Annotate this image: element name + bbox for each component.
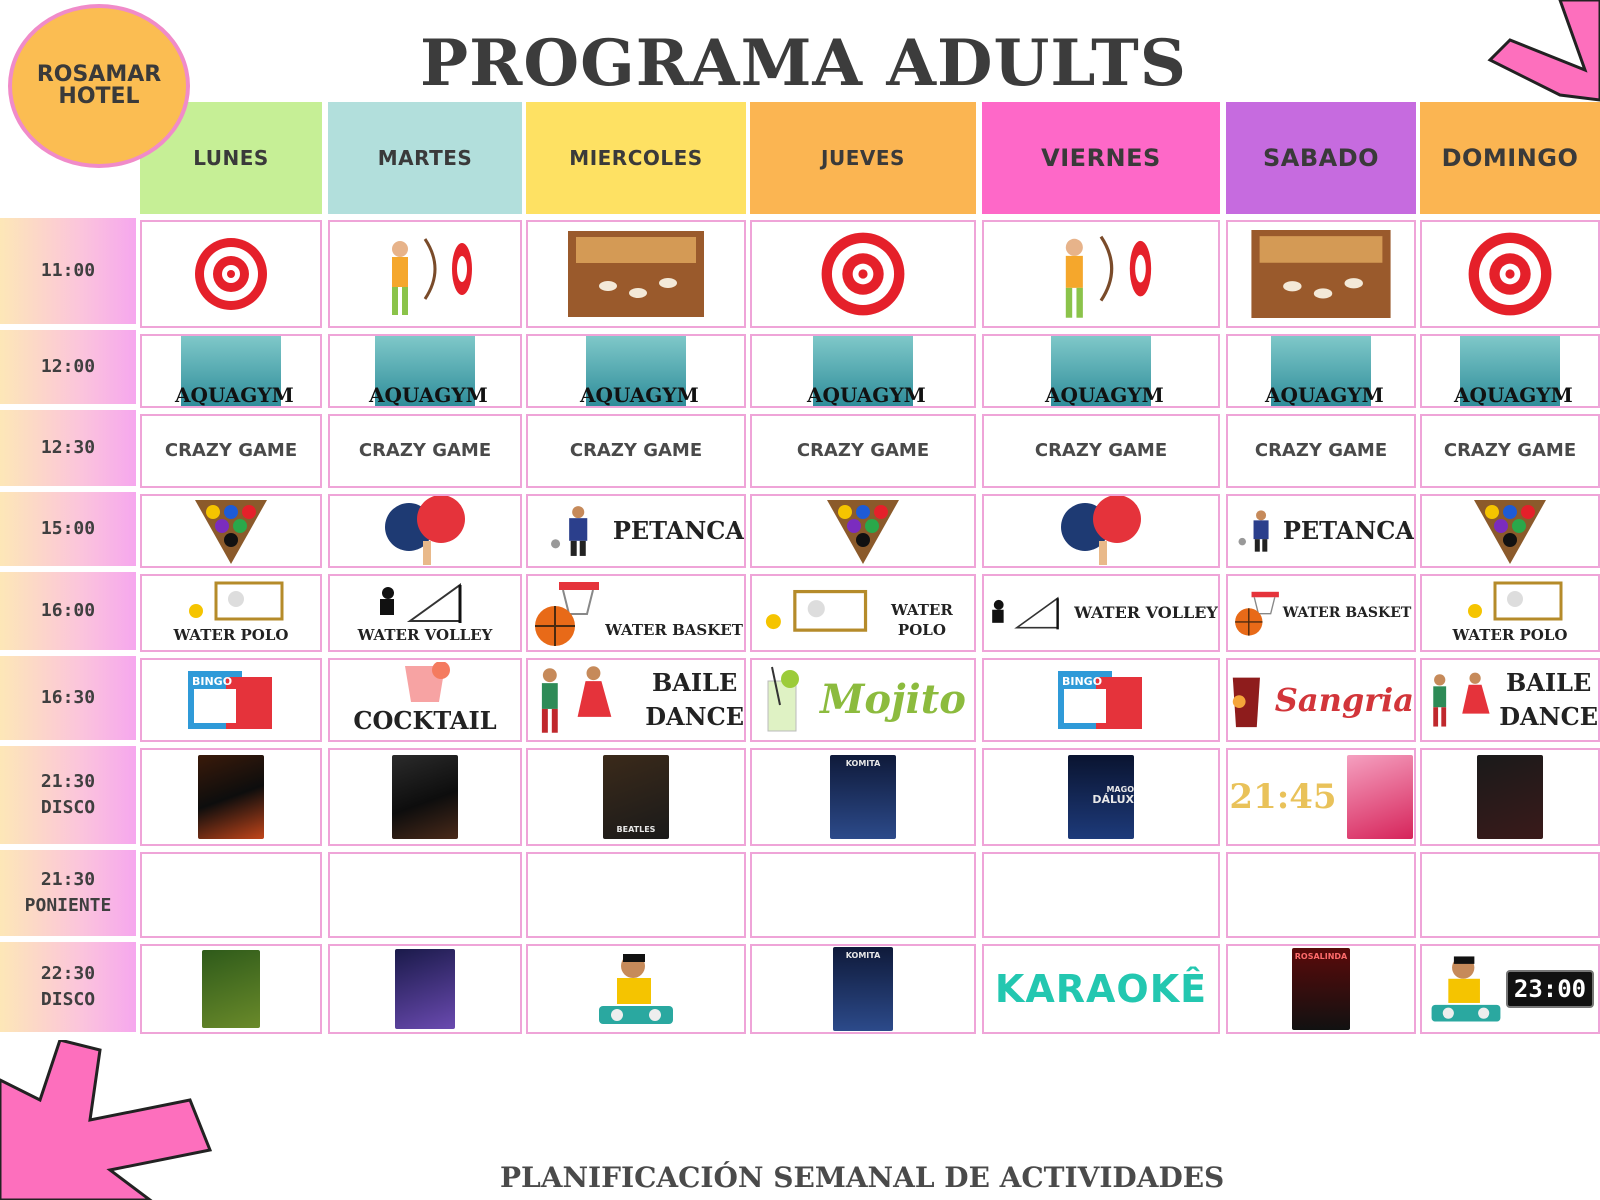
venue-label: DISCO bbox=[40, 797, 96, 818]
cell-lunes-1630 bbox=[140, 658, 322, 742]
activity-label: COCKTAIL bbox=[353, 706, 497, 735]
decorative-star-top-right bbox=[1450, 0, 1600, 110]
cell-sabado-1200 bbox=[1226, 334, 1416, 408]
ping-pong-icon bbox=[377, 495, 473, 567]
cell-viernes-2130-disco bbox=[982, 748, 1220, 846]
cell-miercoles-1600 bbox=[526, 574, 746, 652]
baile-label: BAILE bbox=[1505, 668, 1592, 697]
petanque-player-icon bbox=[1236, 496, 1275, 566]
decorative-star-bottom-left bbox=[0, 1040, 220, 1200]
show-time-label: 23:00 bbox=[1506, 970, 1594, 1008]
activity-label: WATER VOLLEY bbox=[1074, 603, 1218, 622]
activity-label: CRAZY GAME bbox=[1254, 440, 1388, 461]
cell-domingo-2130-disco bbox=[1420, 748, 1600, 846]
dancing-couple-icon bbox=[1422, 663, 1499, 737]
cell-domingo-1630 bbox=[1420, 658, 1600, 742]
time-label: 11:00 bbox=[40, 260, 96, 281]
dance-label: DANCE bbox=[1499, 702, 1598, 731]
dj-icon bbox=[1426, 949, 1506, 1029]
water-volley-icon bbox=[370, 581, 480, 625]
day-header-martes: MARTES bbox=[328, 102, 522, 214]
show-poster bbox=[395, 949, 455, 1029]
cell-viernes-1100 bbox=[982, 220, 1220, 328]
time-label: 21:30 bbox=[40, 771, 96, 792]
svg-text:BINGO: BINGO bbox=[1062, 675, 1103, 688]
hotel-name-line2: HOTEL bbox=[58, 84, 140, 109]
row-label-1230 bbox=[0, 410, 136, 492]
water-polo-icon bbox=[176, 581, 286, 625]
bingo-cards-icon bbox=[186, 667, 276, 733]
show-poster bbox=[1292, 948, 1350, 1030]
cell-lunes-1100 bbox=[140, 220, 322, 328]
cell-martes-2130-disco bbox=[328, 748, 522, 846]
cell-martes-1630 bbox=[328, 658, 522, 742]
activity-label: WATER POLO bbox=[891, 601, 953, 639]
dancing-couple-icon bbox=[528, 663, 623, 737]
day-header-domingo: DOMINGO bbox=[1420, 102, 1600, 214]
cell-miercoles-1230 bbox=[526, 414, 746, 488]
karaoke-label: KARAOKÊ bbox=[994, 967, 1208, 1011]
hotel-logo bbox=[8, 4, 190, 168]
archery-icon bbox=[370, 229, 480, 319]
cell-viernes-1230 bbox=[982, 414, 1220, 488]
row-label-1600 bbox=[0, 572, 136, 656]
time-label: 21:30 bbox=[40, 869, 96, 890]
aquagym-image bbox=[175, 336, 294, 407]
activity-label: WATER POLO bbox=[1452, 626, 1568, 644]
cell-lunes-1230 bbox=[140, 414, 322, 488]
cell-miercoles-2130-disco bbox=[526, 748, 746, 846]
venue-label: PONIENTE bbox=[24, 895, 112, 916]
cell-jueves-1630 bbox=[750, 658, 976, 742]
komita-poster-text: KOMITA bbox=[845, 759, 881, 768]
row-label-2130-disco bbox=[0, 746, 136, 850]
cell-jueves-1230 bbox=[750, 414, 976, 488]
sangria-pitcher-icon bbox=[1228, 662, 1265, 738]
page-title: PROGRAMA ADULTS bbox=[420, 26, 1187, 101]
activity-label: WATER VOLLEY bbox=[357, 626, 493, 644]
time-label: 12:00 bbox=[40, 356, 96, 377]
show-poster bbox=[1068, 755, 1134, 839]
cell-viernes-2130-poniente bbox=[982, 852, 1220, 938]
day-header-miercoles: MIERCOLES bbox=[526, 102, 746, 214]
hotel-name-line1: ROSAMAR bbox=[36, 62, 162, 87]
show-poster bbox=[833, 947, 893, 1031]
row-label-1100 bbox=[0, 218, 136, 330]
sjoelbak-game-icon bbox=[1249, 230, 1393, 318]
cell-viernes-2230-disco bbox=[982, 944, 1220, 1034]
archery-icon bbox=[1036, 226, 1166, 322]
cell-jueves-1100 bbox=[750, 220, 976, 328]
day-header-jueves: JUEVES bbox=[750, 102, 976, 214]
mago-poster-text: MAGO bbox=[1106, 785, 1134, 794]
row-label-1630 bbox=[0, 656, 136, 746]
aquagym-label: AQUAGYM bbox=[175, 383, 294, 407]
cell-sabado-2130-disco bbox=[1226, 748, 1416, 846]
row-label-1500 bbox=[0, 492, 136, 572]
aquagym-image bbox=[580, 336, 699, 407]
activity-label: PETANCA bbox=[612, 516, 744, 545]
cell-martes-2230-disco bbox=[328, 944, 522, 1034]
cell-viernes-1200 bbox=[982, 334, 1220, 408]
cell-domingo-1500 bbox=[1420, 494, 1600, 568]
darts-target-icon bbox=[191, 234, 271, 314]
baile-dance-label bbox=[1499, 666, 1598, 734]
cell-lunes-1600 bbox=[140, 574, 322, 652]
billiard-balls-icon bbox=[1470, 496, 1550, 566]
cell-jueves-2230-disco bbox=[750, 944, 976, 1034]
cell-sabado-1230 bbox=[1226, 414, 1416, 488]
water-polo-icon bbox=[752, 583, 870, 643]
billiard-balls-icon bbox=[823, 496, 903, 566]
activity-label: WATER BASKET bbox=[1282, 605, 1412, 621]
rosalinda-poster-text: ROSALINDA bbox=[1294, 952, 1348, 961]
row-label-2130-poniente bbox=[0, 850, 136, 942]
aquagym-label: AQUAGYM bbox=[369, 383, 488, 407]
billiard-balls-icon bbox=[191, 496, 271, 566]
cell-domingo-2130-poniente bbox=[1420, 852, 1600, 938]
cell-jueves-2130-disco bbox=[750, 748, 976, 846]
cell-viernes-1600 bbox=[982, 574, 1220, 652]
cell-martes-1230 bbox=[328, 414, 522, 488]
activity-label: Mojito bbox=[820, 676, 966, 723]
dance-label: DANCE bbox=[645, 702, 744, 731]
cell-viernes-1630 bbox=[982, 658, 1220, 742]
day-header-lunes: LUNES bbox=[140, 102, 322, 214]
komita-poster-text: KOMITA bbox=[845, 951, 881, 960]
darts-target-icon bbox=[817, 228, 909, 320]
cell-domingo-1200 bbox=[1420, 334, 1600, 408]
activity-label: CRAZY GAME bbox=[569, 440, 703, 461]
day-header-viernes: VIERNES bbox=[982, 102, 1220, 214]
show-poster bbox=[830, 755, 896, 839]
aquagym-image bbox=[369, 336, 488, 407]
venue-label: DISCO bbox=[40, 989, 96, 1010]
show-poster bbox=[392, 755, 458, 839]
row-label-1200 bbox=[0, 330, 136, 410]
water-volley-icon bbox=[984, 581, 1074, 645]
cell-lunes-2230-disco bbox=[140, 944, 322, 1034]
activity-label: PETANCA bbox=[1282, 516, 1414, 545]
cell-sabado-1630 bbox=[1226, 658, 1416, 742]
flamenco-poster bbox=[1347, 755, 1413, 839]
show-poster bbox=[202, 950, 260, 1028]
show-poster bbox=[603, 755, 669, 839]
row-label-2230-disco bbox=[0, 942, 136, 1038]
cell-miercoles-1500 bbox=[526, 494, 746, 568]
cell-sabado-1100 bbox=[1226, 220, 1416, 328]
cell-miercoles-2130-poniente bbox=[526, 852, 746, 938]
cell-martes-1200 bbox=[328, 334, 522, 408]
page-subtitle: PLANIFICACIÓN SEMANAL DE ACTIVIDADES bbox=[500, 1161, 1225, 1194]
water-polo-icon bbox=[1455, 581, 1565, 625]
cell-miercoles-2230-disco bbox=[526, 944, 746, 1034]
activity-label: WATER POLO bbox=[173, 626, 289, 644]
activity-label: CRAZY GAME bbox=[796, 440, 930, 461]
cell-domingo-2230-disco bbox=[1420, 944, 1600, 1034]
show-time-label: 21:45 bbox=[1229, 777, 1337, 817]
time-label: 16:00 bbox=[40, 600, 96, 621]
cell-jueves-2130-poniente bbox=[750, 852, 976, 938]
activity-label: CRAZY GAME bbox=[164, 440, 298, 461]
cell-martes-1500 bbox=[328, 494, 522, 568]
cell-sabado-2130-poniente bbox=[1226, 852, 1416, 938]
cell-sabado-2230-disco bbox=[1226, 944, 1416, 1034]
time-label: 16:30 bbox=[40, 687, 96, 708]
aquagym-label: AQUAGYM bbox=[580, 383, 699, 407]
dalux-poster-text: DÁLUX bbox=[1092, 793, 1134, 806]
time-label: 22:30 bbox=[40, 963, 96, 984]
cell-lunes-2130-poniente bbox=[140, 852, 322, 938]
cell-viernes-1500 bbox=[982, 494, 1220, 568]
activity-label: CRAZY GAME bbox=[1034, 440, 1168, 461]
aquagym-label: AQUAGYM bbox=[1454, 383, 1573, 407]
mojito-glass-icon bbox=[760, 665, 804, 735]
ping-pong-icon bbox=[1053, 495, 1149, 567]
show-poster bbox=[198, 755, 264, 839]
cell-sabado-1500 bbox=[1226, 494, 1416, 568]
cell-sabado-1600 bbox=[1226, 574, 1416, 652]
cell-jueves-1500 bbox=[750, 494, 976, 568]
show-poster bbox=[1477, 755, 1543, 839]
cocktail-glass-icon bbox=[395, 662, 455, 704]
baile-label: BAILE bbox=[651, 668, 738, 697]
cell-miercoles-1630 bbox=[526, 658, 746, 742]
aquagym-image bbox=[1454, 336, 1573, 407]
cell-martes-2130-poniente bbox=[328, 852, 522, 938]
sjoelbak-game-icon bbox=[568, 231, 704, 317]
cell-jueves-1600 bbox=[750, 574, 976, 652]
aquagym-image bbox=[807, 336, 926, 407]
basketball-hoop-icon bbox=[529, 578, 605, 648]
cell-domingo-1600 bbox=[1420, 574, 1600, 652]
cell-miercoles-1200 bbox=[526, 334, 746, 408]
petanque-player-icon bbox=[548, 496, 595, 566]
day-header-sabado: SABADO bbox=[1226, 102, 1416, 214]
aquagym-label: AQUAGYM bbox=[1045, 383, 1164, 407]
aquagym-image bbox=[1045, 336, 1164, 407]
cell-lunes-1200 bbox=[140, 334, 322, 408]
time-label: 12:30 bbox=[40, 437, 96, 458]
activity-label: CRAZY GAME bbox=[358, 440, 492, 461]
svg-text:BINGO: BINGO bbox=[192, 675, 233, 688]
aquagym-image bbox=[1265, 336, 1384, 407]
baile-dance-label bbox=[645, 666, 744, 734]
cell-lunes-1500 bbox=[140, 494, 322, 568]
basketball-hoop-icon bbox=[1231, 578, 1283, 648]
cell-domingo-1230 bbox=[1420, 414, 1600, 488]
cell-miercoles-1100 bbox=[526, 220, 746, 328]
cell-martes-1100 bbox=[328, 220, 522, 328]
bingo-cards-icon bbox=[1056, 667, 1146, 733]
time-label: 15:00 bbox=[40, 518, 96, 539]
cell-jueves-1200 bbox=[750, 334, 976, 408]
activity-label: Sangria bbox=[1274, 681, 1414, 719]
cell-domingo-1100 bbox=[1420, 220, 1600, 328]
activity-label: CRAZY GAME bbox=[1443, 440, 1577, 461]
darts-target-icon bbox=[1464, 228, 1556, 320]
aquagym-label: AQUAGYM bbox=[1265, 383, 1384, 407]
activity-label: WATER BASKET bbox=[605, 621, 743, 639]
aquagym-label: AQUAGYM bbox=[807, 383, 926, 407]
beatles-poster-text: BEATLES bbox=[616, 825, 656, 834]
dj-icon bbox=[593, 948, 679, 1030]
cell-martes-1600 bbox=[328, 574, 522, 652]
cell-lunes-2130-disco bbox=[140, 748, 322, 846]
